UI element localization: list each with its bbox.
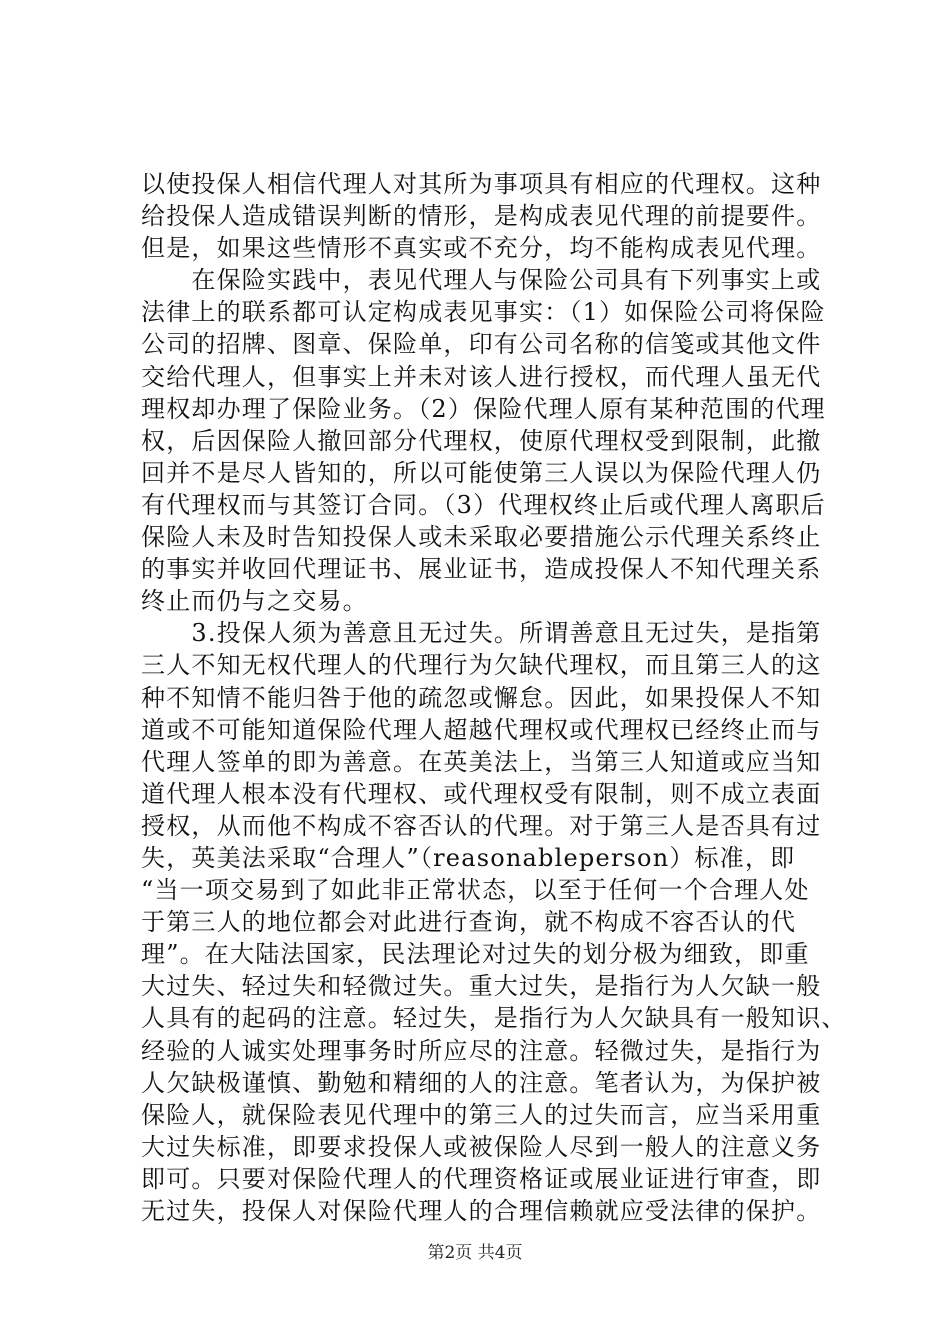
text-line: 法律上的联系都可认定构成表见事实：（1）如保险公司将保险 xyxy=(141,298,826,327)
text-line: 即可。只要对保险代理人的代理资格证或展业证进行审查，即 xyxy=(141,1164,822,1193)
text-line: 无过失，投保人对保险代理人的合理信赖就应受法律的保护。 xyxy=(141,1197,822,1225)
text-line: “当一项交易到了如此非正常状态，以至于任何一个合理人处 xyxy=(141,876,810,905)
text-line: 大过失、轻过失和轻微过失。重大过失，是指行为人欠缺一般 xyxy=(141,972,822,1001)
text-line: 给投保人造成错误判断的情形，是构成表见代理的前提要件。 xyxy=(141,202,822,231)
text-line: 的事实并收回代理证书、展业证书，造成投保人不知代理关系 xyxy=(141,555,822,584)
text-line: 有代理权而与其签订合同。（3）代理权终止后或代理人离职后 xyxy=(141,490,826,519)
text-line: 理”。在大陆法国家，民法理论对过失的划分极为细致，即重 xyxy=(141,940,810,969)
text-line: 终止而仍与之交易。 xyxy=(141,587,368,616)
text-line: 人欠缺极谨慎、勤勉和精细的人的注意。笔者认为，为保护被 xyxy=(141,1068,822,1097)
body-text xyxy=(141,168,847,1227)
text-line: 理权却办理了保险业务。（2）保险代理人原有某种范围的代理 xyxy=(141,394,826,423)
text-line: 公司的招牌、图章、保险单，印有公司名称的信笺或其他文件 xyxy=(141,330,822,359)
text-line: 但是，如果这些情形不真实或不充分，均不能构成表见代理。 xyxy=(141,234,822,263)
text-line: 回并不是尽人皆知的，所以可能使第三人误以为保险代理人仍 xyxy=(141,458,822,487)
text-line: 大过失标准，即要求投保人或被保险人尽到一般人的注意义务 xyxy=(141,1132,822,1161)
text-line: 三人不知无权代理人的代理行为欠缺代理权，而且第三人的这 xyxy=(141,651,822,680)
text-line: 保险人，就保险表见代理中的第三人的过失而言，应当采用重 xyxy=(141,1100,822,1129)
text-line: 代理人签单的即为善意。在英美法上，当第三人知道或应当知 xyxy=(141,747,822,776)
page-footer: 第2页 共4页 xyxy=(427,1243,523,1263)
text-line: 以使投保人相信代理人对其所为事项具有相应的代理权。这种 xyxy=(141,170,822,198)
text-line: 人具有的起码的注意。轻过失，是指行为人欠缺具有一般知识、 xyxy=(141,1004,847,1033)
text-line: 于第三人的地位都会对此进行查询，就不构成不容否认的代 xyxy=(141,908,797,937)
text-line: 权，后因保险人撤回部分代理权，使原代理权受到限制，此撤 xyxy=(141,426,822,455)
text-line: 种不知情不能归咎于他的疏忽或懈怠。因此，如果投保人不知 xyxy=(141,683,822,712)
text-line: 道或不可能知道保险代理人超越代理权或代理权已经终止而与 xyxy=(141,715,822,744)
text-line: 授权，从而他不构成不容否认的代理。对于第三人是否具有过 xyxy=(141,811,822,840)
text-line: 道代理人根本没有代理权、或代理权受有限制，则不成立表面 xyxy=(141,779,822,808)
text-line: 交给代理人，但事实上并未对该人进行授权，而代理人虽无代 xyxy=(141,362,822,391)
text-line: 3.投保人须为善意且无过失。所谓善意且无过失，是指第 xyxy=(141,619,822,648)
text-line: 失，英美法采取“合理人”（reasonableperson）标准，即 xyxy=(141,843,796,872)
text-line: 在保险实践中，表见代理人与保险公司具有下列事实上或 xyxy=(141,266,822,295)
text-line: 保险人未及时告知投保人或未采取必要措施公示代理关系终止 xyxy=(141,523,822,552)
text-line: 经验的人诚实处理事务时所应尽的注意。轻微过失，是指行为 xyxy=(141,1036,822,1065)
